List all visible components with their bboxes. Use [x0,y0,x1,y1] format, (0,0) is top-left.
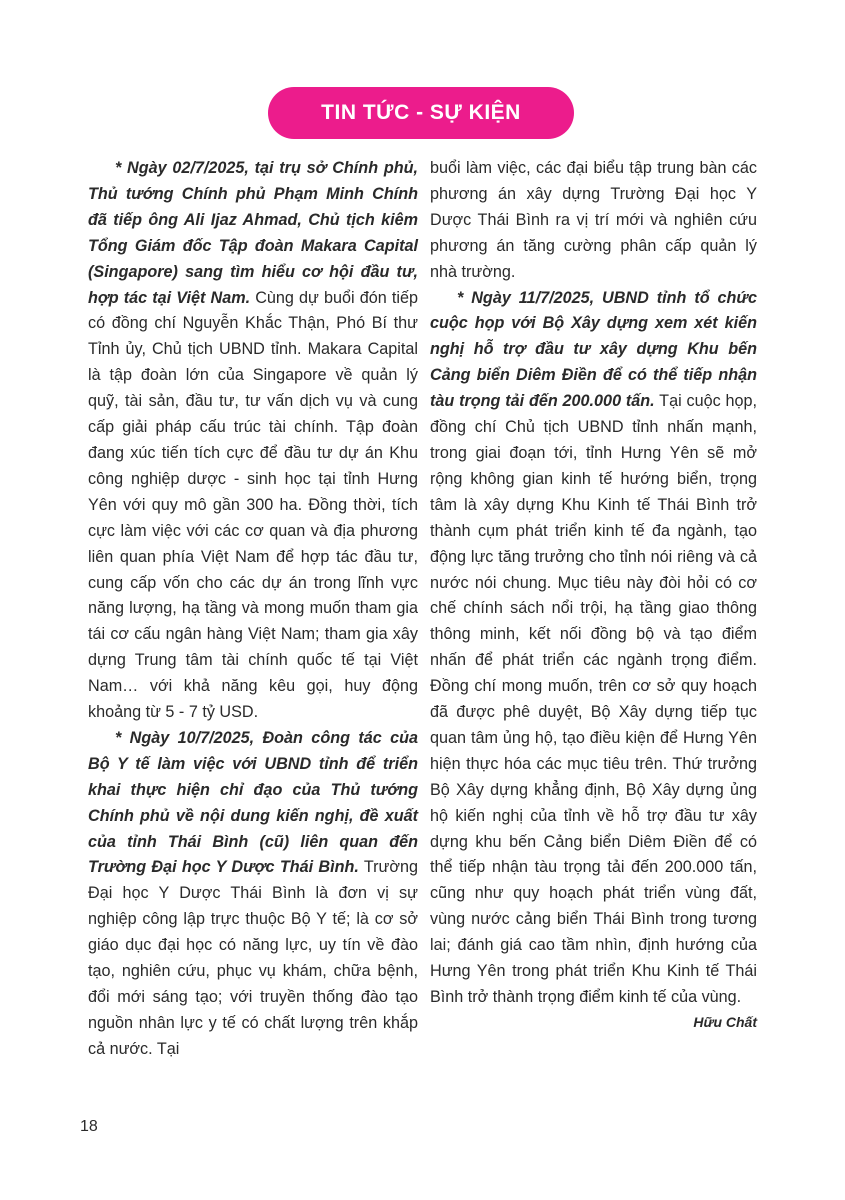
article-1 [88,156,418,726]
article-3-body: Tại cuộc họp, đồng chí Chủ tịch UBND tỉnh nhấn mạnh, trong giai đoạn tới, tỉnh Hưng Yên sẽ mở rộng không gian kinh tế hướng biển, trọng tâm là xây dựng Khu Kinh tế Thái Bình trở thành cụm phát triển kinh tế đa ngành, tạo động lực tăng trưởng cho tỉnh nói riêng và cả nước nói chung. Mục tiêu này đòi hỏi có cơ chế chính sách nổi trội, hạ tầng giao thông thông minh, kết nối đồng bộ và tạo điểm nhấn để phát triển các ngành trọng điểm. Đồng chí mong muốn, trên cơ sở quy hoạch đã được phê duyệt, Bộ Xây dựng tiếp tục quan tâm ủng hộ, tạo điều kiện để Hưng Yên hiện thực hóa các mục tiêu trên. Thứ trưởng Bộ Xây dựng khẳng định, Bộ Xây dựng ủng hộ kiến nghị của tỉnh về hỗ trợ đầu tư xây dựng khu bến Cảng biển Diêm Điền để có thể tiếp nhận tàu trọng tải đến 200.000 tấn, cũng như quy hoạch phát triển vùng đất, vùng nước cảng biển Thái Bình trong tương lai; đánh giá cao tầm nhìn, định hướng của Hưng Yên trong phát triển Khu Kinh tế Thái Bình trở thành trọng điểm kinh tế của vùng. [430,392,757,1006]
section-title: TIN TỨC - SỰ KIỆN [321,101,521,124]
article-1-body: Cùng dự buổi đón tiếp có đồng chí Nguyễn Khắc Thận, Phó Bí thư Tỉnh ủy, Chủ tịch UBND tỉnh. Makara Capital là tập đoàn lớn của Singapore về quản lý quỹ, tài sản, đầu tư, tư vấn dịch vụ và cung cấp giải pháp cấu trúc tài chính. Tập đoàn đang xúc tiến tích cực để đầu tư dự án Khu công nghiệp dược - sinh học tại tỉnh Hưng Yên với quy mô gần 300 ha. Đồng thời, tích cực làm việc với các cơ quan và địa phương liên quan phía Việt Nam để hợp tác đầu tư, cung cấp vốn cho các dự án trong lĩnh vực năng lượng, hạ tầng và mong muốn tham gia tái cơ cấu ngân hàng Việt Nam; tham gia xây dựng Trung tâm tài chính quốc tế tại Việt Nam… với khả năng kêu gọi, huy động khoảng từ 5 - 7 tỷ USD. [88,288,418,722]
page-number: 18 [80,1118,98,1135]
article-2 [88,726,418,1063]
article-2-lead: * Ngày 10/7/2025, Đoàn công tác của Bộ Y tế làm việc với UBND tỉnh để triển khai thực hiện chỉ đạo của Thủ tướng Chính phủ về nội dung kiến nghị, đề xuất của tỉnh Thái Bình (cũ) liên quan đến Trường Đại học Y Dược Thái Bình. [88,728,418,877]
article-2-body: Trường Đại học Y Dược Thái Bình là đơn vị sự nghiệp công lập trực thuộc Bộ Y tế; là cơ sở giáo dục đại học có năng lực, uy tín về đào tạo, nghiên cứu, phục vụ khám, chữa bệnh, đổi mới sáng tạo; với truyền thống đào tạo nguồn nhân lực y tế có chất lượng trên khắp cả nước. Tại [88,858,418,1058]
article-3-lead: * Ngày 11/7/2025, UBND tỉnh tổ chức cuộc họp với Bộ Xây dựng xem xét kiến nghị hỗ trợ đầu tư xây dựng Khu bến Cảng biển Diêm Điền để có thể tiếp nhận tàu trọng tải đến 200.000 tấn. [430,288,757,411]
author-byline: Hữu Chất [693,1013,757,1030]
right-column [430,156,757,1033]
article-1-lead: * Ngày 02/7/2025, tại trụ sở Chính phủ, Thủ tướng Chính phủ Phạm Minh Chính đã tiếp ông Ali Ijaz Ahmad, Chủ tịch kiêm Tổng Giám đốc Tập đoàn Makara Capital (Singapore) sang tìm hiểu cơ hội đầu tư, hợp tác tại Việt Nam. [88,159,418,307]
section-title-banner [268,87,574,139]
left-column [88,156,418,1063]
article-3 [430,286,757,1011]
article-2-continuation: buổi làm việc, các đại biểu tập trung bàn các phương án xây dựng Trường Đại học Y Dược Thái Bình ra vị trí mới và nghiên cứu phương án tăng cường phân cấp quản lý nhà trường. [430,159,757,281]
